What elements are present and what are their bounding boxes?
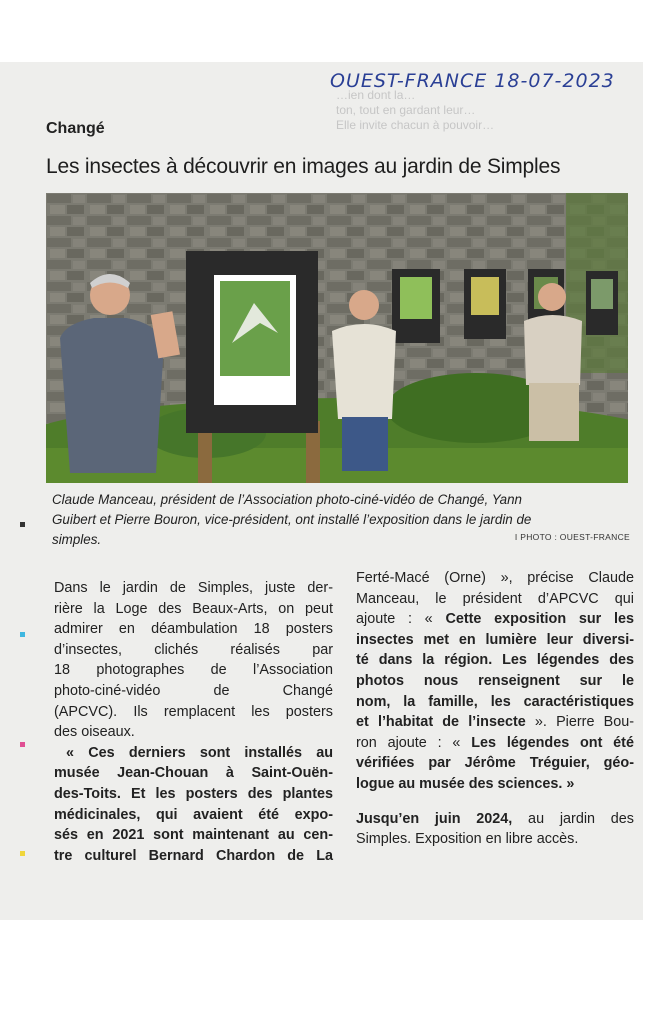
scan-mark-magenta [20, 742, 25, 747]
body-line-quote: médicinales, qui avaient été expo- [54, 806, 333, 823]
scan-mark-black [20, 522, 25, 527]
quote-fragment: et l’habitat de l’insecte [356, 714, 526, 731]
quote-fragment: Les légendes ont été [471, 734, 634, 751]
handwritten-source-note: OUEST-FRANCE 18-07-2023 [330, 70, 615, 92]
body-fragment: au jardin des [512, 810, 634, 827]
closing-date: Jusqu’en juin 2024, [356, 810, 513, 827]
paragraph-spacer [356, 795, 634, 809]
body-line-quote: sés en 2021 sont maintenant au cen- [54, 827, 333, 844]
article-column-1 [54, 578, 333, 866]
body-line-quote: des-Toits. Et les posters des plantes [54, 785, 333, 802]
body-line: Ferté-Macé (Orne) », précise Claude [356, 570, 634, 586]
body-line: Dans le jardin de Simples, juste der- [54, 580, 333, 596]
exhibition-photo-illustration [46, 193, 628, 483]
quote-fragment: Cette exposition sur les [445, 611, 634, 628]
bleed-line: Elle invite chacun à pouvoir… [336, 118, 495, 132]
caption-line: Guibert et Pierre Bouron, vice-président, ont installé l’exposition dans le jardin de [52, 512, 532, 527]
body-line: des oiseaux. [54, 724, 135, 741]
caption-line: Claude Manceau, président de l’Association photo-ciné-vidéo de Changé, Yann [52, 492, 522, 507]
body-line: 18 photographes de l’Association [54, 662, 333, 679]
location-kicker: Changé [46, 120, 105, 137]
body-line: admirer en déambulation 18 posters [54, 621, 333, 638]
body-line-mixed [356, 809, 634, 830]
body-line-quote: musée Jean-Chouan à Saint-Ouën- [54, 765, 333, 782]
body-fragment: ». Pierre Bou- [525, 714, 634, 731]
body-line: rière la Loge des Beaux-Arts, on peut [54, 600, 333, 617]
body-line-mixed [356, 609, 634, 630]
scan-mark-cyan [20, 632, 25, 637]
body-fragment: ajoute : « [356, 611, 446, 628]
body-fragment: ron ajoute : « [356, 734, 472, 751]
body-line-quote: nom, la famille, les caractéristiques [356, 693, 634, 710]
body-line-quote: photos nous renseignent sur le [356, 672, 634, 689]
caption-line: simples. [52, 532, 102, 547]
body-line-quote: tre culturel Bernard Chardon de La [54, 847, 333, 864]
bleed-line: …ien dont la… [336, 88, 416, 102]
article-column-2 [356, 568, 634, 850]
body-line: Manceau, le président d’APCVC qui [356, 590, 634, 607]
body-line-mixed [356, 712, 634, 733]
body-line-quote: « Ces derniers sont installés au [66, 744, 333, 761]
body-line-quote: té dans la région. Les légendes des [356, 652, 634, 669]
body-line-quote: insectes met en lumière leur diversi- [356, 631, 634, 648]
body-line: d’insectes, clichés réalisés par [54, 641, 333, 658]
body-line-quote: vérifiées par Jérôme Tréguier, géo- [356, 755, 634, 772]
scan-mark-yellow [20, 851, 25, 856]
article-headline: Les insectes à découvrir en images au jardin de Simples [46, 155, 561, 178]
body-line-quote: logue au musée des sciences. » [356, 775, 575, 792]
body-line: Simples. Exposition en libre accès. [356, 831, 579, 848]
article-photo [46, 193, 628, 483]
body-line: photo-ciné-vidéo de Changé [54, 682, 333, 699]
bleed-line: ton, tout en gardant leur… [336, 103, 476, 117]
photo-credit: I PHOTO : OUEST-FRANCE [514, 532, 630, 542]
body-line: (APCVC). Ils remplacent les posters [54, 703, 333, 720]
body-line-mixed [356, 733, 634, 754]
